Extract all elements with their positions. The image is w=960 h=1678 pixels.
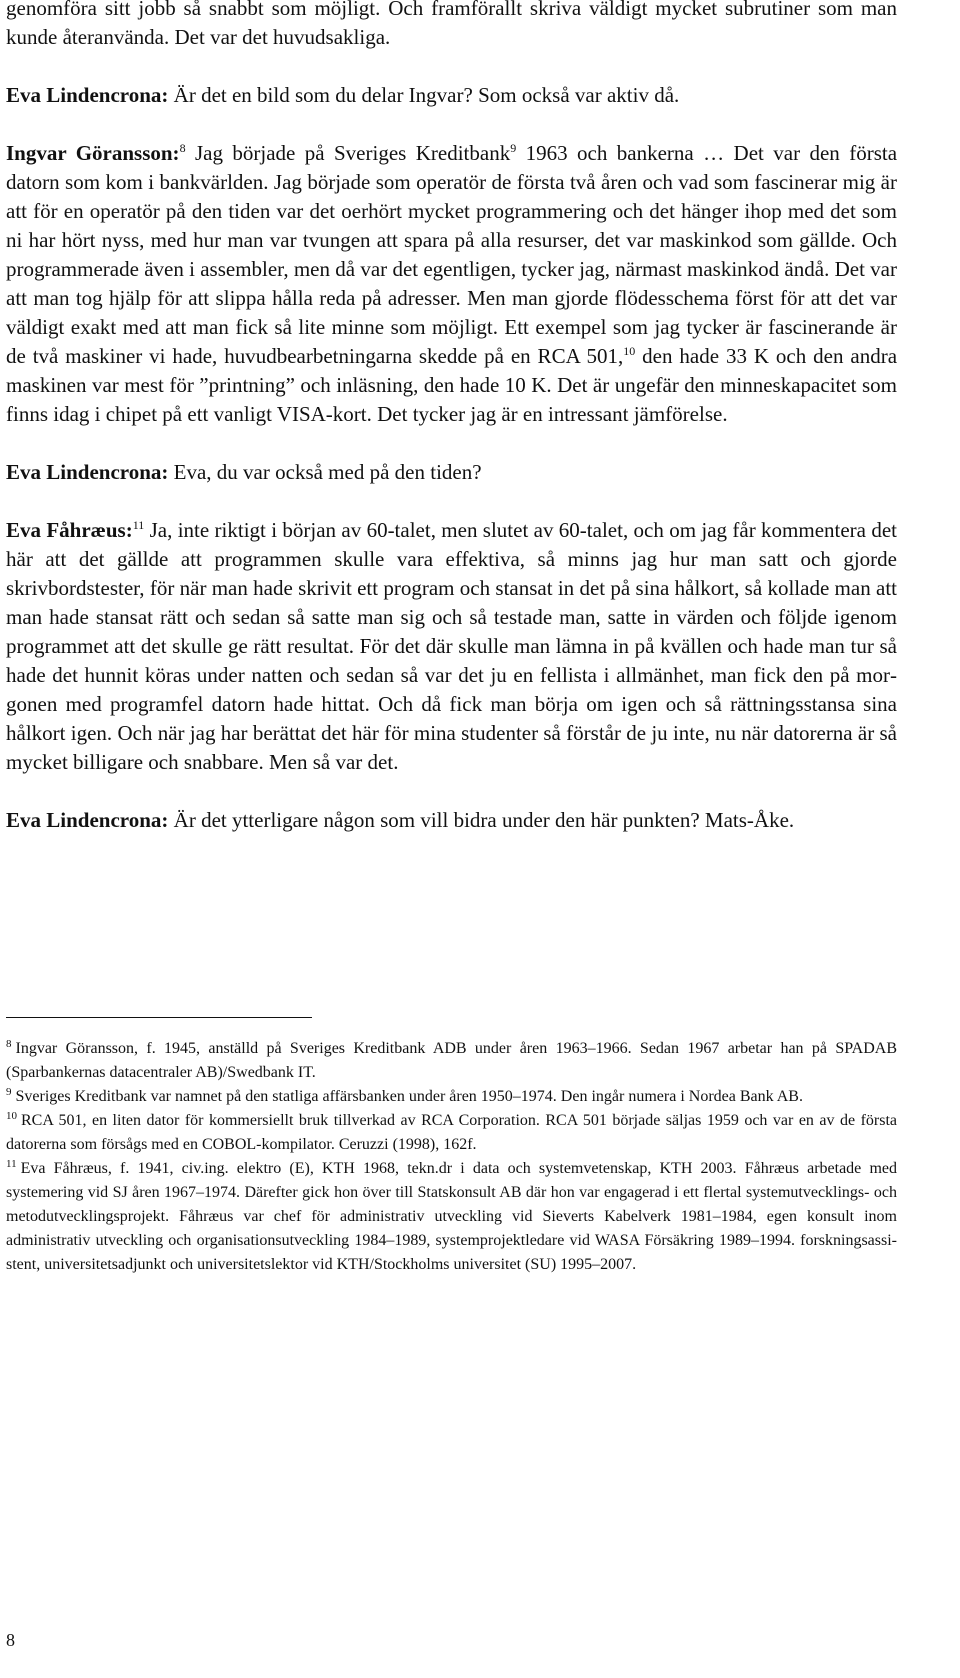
footnote-8: [6, 1037, 897, 1085]
paragraph-text: Jag började på Sveriges Kreditbank: [194, 141, 511, 165]
paragraph-eva-fahraeus: [6, 516, 897, 777]
footnote-ref-8[interactable]: 8: [179, 141, 186, 155]
footnote-ref-9[interactable]: 9: [510, 141, 517, 155]
paragraph-text: Är det en bild som du delar Ingvar? Som också var aktiv då.: [173, 83, 680, 107]
footnote-9: [6, 1085, 897, 1109]
footnote-separator: [6, 1017, 312, 1018]
footnote-text: Eva Fåhræus, f. 1941, civ.ing. elektro (E), KTH 1968, tekn.dr i data och systemvetenskap, KTH 2003. Fåhræus arbetade med systemering vid SJ åren 1967–1974. Därefter gick hon över till Statskonsult AB där hon var engagerad i ett flertal systemutvecklings- och metodutvecklingsprojekt. Fåhræus var chef för administrativ utveckling vid Sieverts Kabelverk 1981–1984, egen konsult inom administrativ utveckling och organisationsutveckling 1984–1989, systemprojektledare vid WASA Försäkring 1989–1994. forskningsassistent, universitetsadjunkt och universitetslektor vid KTH/Stockholms universitet (SU) 1995–2007.: [6, 1160, 897, 1273]
footnote-number: 9: [6, 1085, 12, 1098]
footnote-ref-10[interactable]: 10: [623, 344, 636, 358]
paragraph-text: Ja, inte riktigt i början av 60-talet, men slutet av 60-talet, och om jag får kommentera det här att det gällde att programmen skulle vara effektiva, så minns jag hur man satt och gjorde skrivbordstester, för när man hade skrivit ett program och stansat in det på sina hålkort, så kollade man att man hade stansat rätt och sedan så satte man sig och så testade man, satte in värden och följde igenom programmet att det skulle ge rätt resultat. För det där skulle man lämna in på kvällen och hade man tur så hade det hunnit köras under natten och sedan så var det ju en fellista i allmänhet, man fick den på morgonen med programfel datorn hade hittat. Och då fick man börja om igen och så rättningsstansa sina hålkort igen. Och när jag har berättat det här för mina studenter så förstår de ju inte, nu när datorerna är så mycket billigare och snabbare. Men så var det.: [6, 518, 898, 774]
speaker-name: Eva Fåhræus:: [6, 518, 133, 542]
footnote-number: 10: [6, 1109, 17, 1122]
transcript-body: [6, 0, 897, 864]
paragraph-eva-lindencrona-2: [6, 458, 897, 487]
paragraph-continuation: [6, 0, 897, 52]
footnote-ref-11[interactable]: 11: [132, 518, 145, 532]
speaker-name: Eva Lindencrona:: [6, 460, 169, 484]
speaker-name: Eva Lindencrona:: [6, 808, 169, 832]
footnote-text: RCA 501, en liten dator för kommersiellt bruk tillverkad av RCA Corporation. RCA 501 började säljas 1959 och var en av de första datorerna som försågs med en COBOL-kompilator. Ceruzzi (1998), 162f.: [6, 1112, 897, 1153]
paragraph-text: 1963 och bankerna … Det var den första datorn som kom i bankvärlden. Jag började som operatör de första två åren och vad som fascinerar mig är att för en operatör på den tiden var det oerhört mycket programmering och det hänger ihop med det som ni har hört nyss, med hur man var tvungen att spara på alla resurser, det var maskinkod som gällde. Och programmerade även i assembler, men då var det egentligen, tycker jag, närmast maskinkod ändå. Det var att man tog hjälp för att slippa hålla reda på adresser. Men man gjorde flödesschema först för att det var väldigt exakt med att man fick så lite minne som möjligt. Ett exempel som jag tycker är fascinerande är de två maskiner vi hade, huvudbearbetningarna skedde på en RCA 501,: [6, 141, 898, 368]
page-number: 8: [6, 1630, 15, 1650]
footnote-number: 11: [6, 1157, 17, 1170]
footnote-text: Sveriges Kreditbank var namnet på den statliga affärsbanken under åren 1950–1974. Den ingår numera i Nordea Bank AB.: [15, 1088, 803, 1105]
paragraph-text: genomföra sitt jobb så snabbt som möjligt. Och framförallt skriva väldigt mycket subrutiner som man kunde återanvända. Det var det huvudsakliga.: [6, 0, 897, 49]
footnote-text: Ingvar Göransson, f. 1945, anställd på Sveriges Kreditbank ADB under åren 1963–1966. Sedan 1967 arbetar han på SPADAB (Sparbankernas datacentraler AB)/Swedbank IT.: [6, 1040, 897, 1081]
footnote-10: [6, 1109, 897, 1157]
speaker-name: Eva Lindencrona:: [6, 83, 169, 107]
paragraph-ingvar-goransson: [6, 139, 897, 429]
paragraph-text: Eva, du var också med på den tiden?: [173, 460, 482, 484]
paragraph-text: den hade 33 K och den andra maskinen var mest för ”printning” och inläsning, den hade 10 K. Det är ungefär den minneskapacitet som finns idag i chipet på ett vanligt VISA-kort. Det tycker jag är en intressant jämförelse.: [6, 344, 898, 426]
footnotes: [6, 1037, 897, 1277]
footnote-number: 8: [6, 1037, 12, 1050]
speaker-name: Ingvar Göransson:: [6, 141, 180, 165]
footnote-11: [6, 1157, 897, 1277]
paragraph-eva-lindencrona-3: [6, 806, 897, 835]
paragraph-text: Är det ytterligare någon som vill bidra under den här punkten? Mats-Åke.: [173, 808, 795, 832]
paragraph-eva-lindencrona-1: [6, 81, 897, 110]
